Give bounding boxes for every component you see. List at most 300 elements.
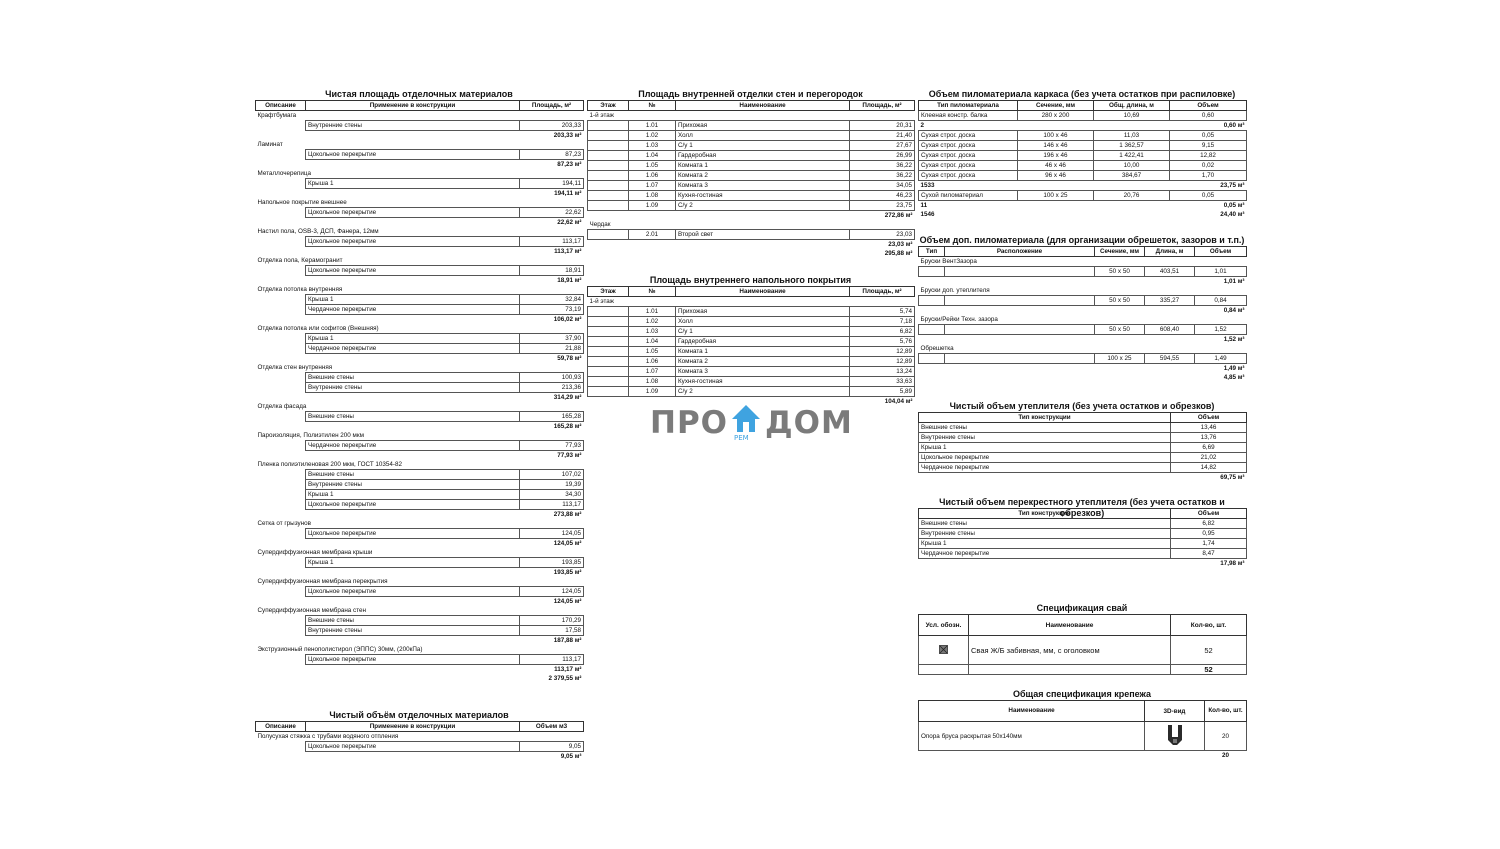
area-cell: 36,22 (850, 161, 915, 171)
floor-label: Чердак (589, 221, 611, 228)
area-cell: 33,63 (850, 377, 915, 387)
column-header: Сечение, мм (1095, 247, 1145, 257)
room-number-cell: 1.05 (629, 161, 676, 171)
volume-cell: 0,02 (1170, 161, 1247, 171)
length-cell: 403,51 (1145, 267, 1195, 277)
total-spacer (919, 373, 1195, 382)
table-row (256, 480, 584, 490)
room-name-cell: Комната 2 (676, 171, 850, 181)
total-value: 295,88 м² (884, 250, 913, 257)
table-row (919, 364, 1247, 374)
volume-cell: 13,46 (1171, 423, 1247, 433)
construction-cell: Внутренние стены (306, 383, 520, 393)
table-row (919, 161, 1247, 171)
lumber-extra-title: Объем доп. пиломатериала (для организации обрешеток, зазоров и т.п.) (919, 235, 1245, 245)
area-cell: 73,19 (520, 305, 584, 315)
length-cell: 594,55 (1145, 354, 1195, 364)
room-name-cell: С/у 1 (676, 141, 850, 151)
area-cell: 22,62 (520, 208, 584, 218)
subtotal-count: 1546 (920, 211, 935, 218)
table-row (588, 111, 915, 121)
column-header: Площадь, м² (850, 101, 915, 111)
area-cell: 5,76 (850, 337, 915, 347)
fasteners-title: Общая спецификация крепежа (1012, 689, 1152, 699)
table-row (919, 257, 1247, 267)
total-spacer (256, 276, 520, 286)
table-row (256, 373, 584, 383)
lumber-type-cell: Сухая строг. доска (919, 161, 1018, 171)
column-header: Сечение, мм (1018, 101, 1094, 111)
table-row (919, 519, 1247, 529)
table-row (919, 306, 1247, 316)
floor-cell (588, 347, 629, 357)
total-value: 165,28 м² (553, 423, 582, 430)
table-row (256, 558, 584, 568)
type-cell (919, 354, 945, 364)
table-row (588, 141, 915, 151)
row-spacer (256, 655, 306, 665)
total-spacer (256, 510, 520, 520)
room-name-cell: Комната 2 (676, 357, 850, 367)
construction-cell: Цокольное перекрытие (306, 742, 520, 752)
table-row (919, 267, 1247, 277)
table-row (256, 597, 584, 607)
area-cell: 113,17 (520, 237, 584, 247)
insulation-table (918, 412, 1247, 482)
table-row (588, 367, 915, 377)
total-spacer (256, 752, 520, 762)
table-row (588, 131, 915, 141)
area-cell: 17,58 (520, 626, 584, 636)
construction-type-cell: Крыша 1 (919, 443, 1171, 453)
total-value: 1,01 м³ (1223, 278, 1245, 285)
group-label: Отделка потолка внутренняя (257, 286, 343, 293)
group-label: Супердиффузионная мембрана перекрытия (257, 578, 388, 585)
room-number-cell: 1.09 (629, 387, 676, 397)
floor-cell (588, 151, 629, 161)
total-spacer (919, 277, 1195, 287)
section-cell: 280 x 200 (1018, 111, 1094, 121)
table-row (588, 220, 915, 230)
volume-cell: 14,82 (1171, 463, 1247, 473)
finish-volume-title: Чистый объём отделочных материалов (329, 710, 509, 720)
table-row (919, 277, 1247, 287)
length-cell: 1 422,41 (1094, 151, 1170, 161)
total-spacer (919, 473, 1171, 483)
total-spacer (256, 451, 520, 461)
piles-section (918, 603, 1246, 675)
column-header: Объем (1195, 247, 1247, 257)
column-header: № (629, 101, 676, 111)
fasteners-header-qty: Кол-во, шт. (1205, 701, 1247, 722)
finish-area-table (255, 100, 584, 683)
table-row (256, 441, 584, 451)
lumber-type-cell: Клееная констр. балка (919, 111, 1018, 121)
finish-area-title: Чистая площадь отделочных материалов (325, 89, 513, 99)
room-number-cell: 1.05 (629, 347, 676, 357)
column-header: № (629, 287, 676, 297)
house-icon (730, 403, 762, 435)
column-header: Этаж (588, 101, 629, 111)
room-number-cell: 1.07 (629, 367, 676, 377)
table-row (919, 201, 1247, 211)
table-row (256, 422, 584, 432)
row-spacer (256, 500, 306, 510)
row-spacer (256, 480, 306, 490)
construction-type-cell: Внутренние стены (919, 433, 1171, 443)
construction-type-cell: Чердачное перекрытие (919, 549, 1171, 559)
table-row (256, 383, 584, 393)
table-row (919, 315, 1247, 325)
area-cell: 23,03 (850, 230, 915, 240)
column-header: Тип конструкции (919, 413, 1171, 423)
table-row (256, 160, 584, 170)
room-name-cell: Комната 1 (676, 347, 850, 357)
table-row (919, 181, 1247, 191)
floor-cell (588, 171, 629, 181)
walls-area-table (587, 100, 915, 258)
group-label: Бруски ВентЗазора (920, 258, 977, 265)
subtotal-spacer (1018, 201, 1170, 211)
table-row (256, 247, 584, 257)
table-row (256, 179, 584, 189)
area-cell: 34,05 (850, 181, 915, 191)
table-row (588, 161, 915, 171)
length-cell: 1 362,57 (1094, 141, 1170, 151)
room-name-cell: С/у 1 (676, 327, 850, 337)
total-spacer (256, 189, 520, 199)
construction-type-cell: Цокольное перекрытие (919, 453, 1171, 463)
volume-cell: 21,02 (1171, 453, 1247, 463)
lumber-frame-table (918, 100, 1247, 219)
volume-cell: 6,82 (1171, 519, 1247, 529)
section-cell: 50 x 50 (1095, 325, 1145, 335)
table-row (919, 453, 1247, 463)
floor-cell (588, 377, 629, 387)
row-spacer (256, 383, 306, 393)
volume-cell: 0,95 (1171, 529, 1247, 539)
subtotal-spacer (1018, 181, 1170, 191)
logo-text-small: РЕМ (734, 434, 749, 442)
floor-cell (588, 141, 629, 151)
table-row (256, 266, 584, 276)
type-cell (919, 267, 945, 277)
table-row (256, 636, 584, 646)
total-value: 4,85 м³ (1223, 374, 1245, 381)
section-cell: 100 x 46 (1018, 131, 1094, 141)
row-spacer (256, 208, 306, 218)
lumber-extra-section (918, 235, 1246, 382)
table-row (919, 121, 1247, 131)
table-row (588, 121, 915, 131)
piles-total-empty-2 (969, 665, 1171, 675)
room-name-cell: Холл (676, 131, 850, 141)
construction-cell: Цокольное перекрытие (306, 208, 520, 218)
section-cell: 100 x 25 (1018, 191, 1094, 201)
row-spacer (256, 626, 306, 636)
table-row (919, 529, 1247, 539)
table-row (588, 327, 915, 337)
room-name-cell: Комната 3 (676, 181, 850, 191)
construction-cell: Цокольное перекрытие (306, 655, 520, 665)
group-label: Полусухая стяжка с трубами водяного отпления (257, 733, 399, 740)
floor-cell (588, 230, 629, 240)
group-label: Бруски доп. утеплителя (920, 287, 990, 294)
cross-insulation-title: Чистый объем перекрестного утеплителя (без учета остатков и обрезков) (939, 497, 1225, 518)
area-cell: 113,17 (520, 500, 584, 510)
row-spacer (256, 412, 306, 422)
table-row (919, 335, 1247, 345)
area-cell: 19,39 (520, 480, 584, 490)
construction-cell: Внутренние стены (306, 626, 520, 636)
table-row (919, 539, 1247, 549)
group-label: Пленка полиэтиленовая 200 мкм, ГОСТ 10354-82 (257, 461, 403, 468)
group-label: Металлочерепица (257, 170, 312, 177)
column-header: Расположение (945, 247, 1095, 257)
total-value: 193,85 м² (553, 569, 582, 576)
floor-cell (588, 317, 629, 327)
table-row (919, 373, 1247, 382)
piles-header-symbol: Усл. обозн. (919, 615, 969, 636)
table-row (256, 150, 584, 160)
area-cell: 213,36 (520, 383, 584, 393)
room-number-cell: 1.01 (629, 307, 676, 317)
floor-cell (588, 367, 629, 377)
floor-label: 1-й этаж (589, 112, 614, 119)
floor-cell (588, 121, 629, 131)
lumber-extra-table (918, 246, 1247, 382)
area-cell: 32,84 (520, 295, 584, 305)
table-row (256, 227, 584, 237)
table-row (256, 363, 584, 373)
table-row (588, 347, 915, 357)
length-cell: 20,76 (1094, 191, 1170, 201)
walls-area-section (587, 89, 914, 258)
total-spacer (256, 131, 520, 141)
total-spacer (919, 306, 1195, 316)
group-label: Крафтбумага (257, 112, 297, 119)
room-number-cell: 1.02 (629, 317, 676, 327)
area-cell: 13,24 (850, 367, 915, 377)
floor-cell (588, 357, 629, 367)
room-name-cell: Гардеробная (676, 337, 850, 347)
column-header: Наименование (676, 101, 850, 111)
fastener-name: Опора бруса раскрытая 50х140мм (919, 722, 1145, 751)
floor-cell (588, 201, 629, 211)
total-spacer (256, 315, 520, 325)
finish-volume-section (255, 710, 583, 761)
table-row (588, 357, 915, 367)
fasteners-header-3d: 3D-вид (1145, 701, 1205, 722)
room-number-cell: 1.01 (629, 121, 676, 131)
subtotal-spacer (1018, 210, 1170, 219)
table-row (256, 315, 584, 325)
construction-cell: Крыша 1 (306, 179, 520, 189)
total-value: 23,03 м² (888, 241, 913, 248)
bracket-3d-icon (1165, 723, 1185, 747)
table-row (919, 443, 1247, 453)
floor-label: 1-й этаж (589, 298, 614, 305)
room-name-cell: Кухня-гостиная (676, 377, 850, 387)
table-row (256, 295, 584, 305)
row-spacer (256, 121, 306, 131)
section-cell: 46 x 46 (1018, 161, 1094, 171)
column-header: Площадь, м² (520, 101, 584, 111)
total-spacer (919, 335, 1195, 345)
area-cell: 34,30 (520, 490, 584, 500)
piles-title: Спецификация свай (1036, 603, 1128, 613)
volume-cell: 1,74 (1171, 539, 1247, 549)
table-row (919, 423, 1247, 433)
table-row (256, 218, 584, 228)
group-label: Настил пола, OSB-3, ДСП, Фанера, 12мм (257, 228, 379, 235)
section-cell: 100 x 25 (1095, 354, 1145, 364)
row-spacer (256, 490, 306, 500)
volume-cell: 0,84 (1195, 296, 1247, 306)
row-spacer (256, 742, 306, 752)
row-spacer (256, 373, 306, 383)
total-spacer (588, 249, 850, 258)
area-cell: 21,88 (520, 344, 584, 354)
table-row (256, 577, 584, 587)
section-cell: 96 x 46 (1018, 171, 1094, 181)
fasteners-total: 20 (1221, 752, 1229, 759)
table-row (256, 645, 584, 655)
table-row (256, 111, 584, 121)
construction-cell: Чердачное перекрытие (306, 441, 520, 451)
room-name-cell: Прихожая (676, 307, 850, 317)
fasteners-header-name: Наименование (919, 701, 1145, 722)
total-value: 124,05 м² (553, 598, 582, 605)
table-row (256, 674, 584, 683)
total-spacer (919, 364, 1195, 374)
row-spacer (256, 470, 306, 480)
logo-text-left: ПРО (650, 405, 729, 441)
total-spacer (256, 568, 520, 578)
area-cell: 37,90 (520, 334, 584, 344)
total-value: 69,75 м³ (1220, 474, 1245, 481)
area-cell: 100,93 (520, 373, 584, 383)
column-header: Тип пиломатериала (919, 101, 1018, 111)
table-row (256, 334, 584, 344)
row-spacer (256, 150, 306, 160)
total-value: 2 379,55 м² (548, 675, 582, 682)
room-number-cell: 1.02 (629, 131, 676, 141)
room-name-cell: С/у 2 (676, 387, 850, 397)
table-row (256, 169, 584, 179)
total-value: 17,98 м³ (1220, 560, 1245, 567)
total-spacer (919, 559, 1171, 569)
piles-total-empty (919, 665, 969, 675)
group-label: Супердиффузионная мембрана крыши (257, 549, 373, 556)
table-row (588, 240, 915, 250)
construction-cell: Внешние стены (306, 616, 520, 626)
group-label: Ламинат (257, 141, 283, 148)
area-cell: 124,05 (520, 529, 584, 539)
table-row (588, 337, 915, 347)
table-row (256, 140, 584, 150)
construction-cell: Крыша 1 (306, 334, 520, 344)
group-label: Отделка пола, Керамогранит (257, 257, 343, 264)
volume-cell: 12,82 (1170, 151, 1247, 161)
area-cell: 27,67 (850, 141, 915, 151)
total-spacer (256, 354, 520, 364)
table-row (256, 510, 584, 520)
table-row (256, 490, 584, 500)
room-name-cell: Холл (676, 317, 850, 327)
fasteners-total-empty-2 (1145, 751, 1205, 761)
subtotal-value: 23,75 м³ (1220, 182, 1245, 189)
table-row (919, 354, 1247, 364)
room-number-cell: 1.03 (629, 141, 676, 151)
table-row (256, 412, 584, 422)
area-cell: 194,11 (520, 179, 584, 189)
table-row (919, 433, 1247, 443)
group-label: Отделка стен внутренняя (257, 364, 333, 371)
piles-table (918, 614, 1247, 675)
table-row (919, 141, 1247, 151)
table-row (256, 402, 584, 412)
area-cell: 6,82 (850, 327, 915, 337)
type-cell (919, 325, 945, 335)
row-spacer (256, 305, 306, 315)
table-row (256, 324, 584, 334)
total-spacer (256, 218, 520, 228)
area-cell: 36,22 (850, 171, 915, 181)
table-row (919, 344, 1247, 354)
volume-cell: 9,15 (1170, 141, 1247, 151)
room-name-cell: Кухня-гостиная (676, 191, 850, 201)
subtotal-count: 1533 (920, 182, 935, 189)
table-row (919, 131, 1247, 141)
construction-cell: Чердачное перекрытие (306, 344, 520, 354)
length-cell: 11,03 (1094, 131, 1170, 141)
room-number-cell: 1.06 (629, 357, 676, 367)
volume-cell: 0,05 (1170, 191, 1247, 201)
table-row (256, 276, 584, 286)
table-row (256, 742, 584, 752)
room-number-cell: 1.04 (629, 337, 676, 347)
lumber-type-cell: Сухая строг. доска (919, 141, 1018, 151)
volume-cell: 1,49 (1195, 354, 1247, 364)
table-row (919, 171, 1247, 181)
area-cell: 77,93 (520, 441, 584, 451)
construction-cell: Цокольное перекрытие (306, 266, 520, 276)
table-row (256, 256, 584, 266)
finish-volume-table (255, 721, 584, 761)
table-row (256, 606, 584, 616)
column-header: Применение в конструкции (306, 722, 520, 732)
group-label: Отделка потолка или софитов (Внешняя) (257, 325, 379, 332)
section-cell: 50 x 50 (1095, 267, 1145, 277)
column-header: Объем (1170, 101, 1247, 111)
total-value: 187,88 м² (553, 637, 582, 644)
volume-cell: 1,52 (1195, 325, 1247, 335)
type-cell (919, 296, 945, 306)
total-value: 314,29 м² (553, 394, 582, 401)
construction-cell: Чердачное перекрытие (306, 305, 520, 315)
total-spacer (256, 247, 520, 257)
subtotal-value: 0,05 м³ (1223, 202, 1245, 209)
table-row (256, 665, 584, 675)
group-label: Обрешетка (920, 345, 954, 352)
floor-cell (588, 181, 629, 191)
room-name-cell: Комната 1 (676, 161, 850, 171)
area-cell: 87,23 (520, 150, 584, 160)
table-row (256, 655, 584, 665)
walls-area-title: Площадь внутренней отделки стен и перегородок (638, 89, 863, 99)
area-cell: 21,40 (850, 131, 915, 141)
